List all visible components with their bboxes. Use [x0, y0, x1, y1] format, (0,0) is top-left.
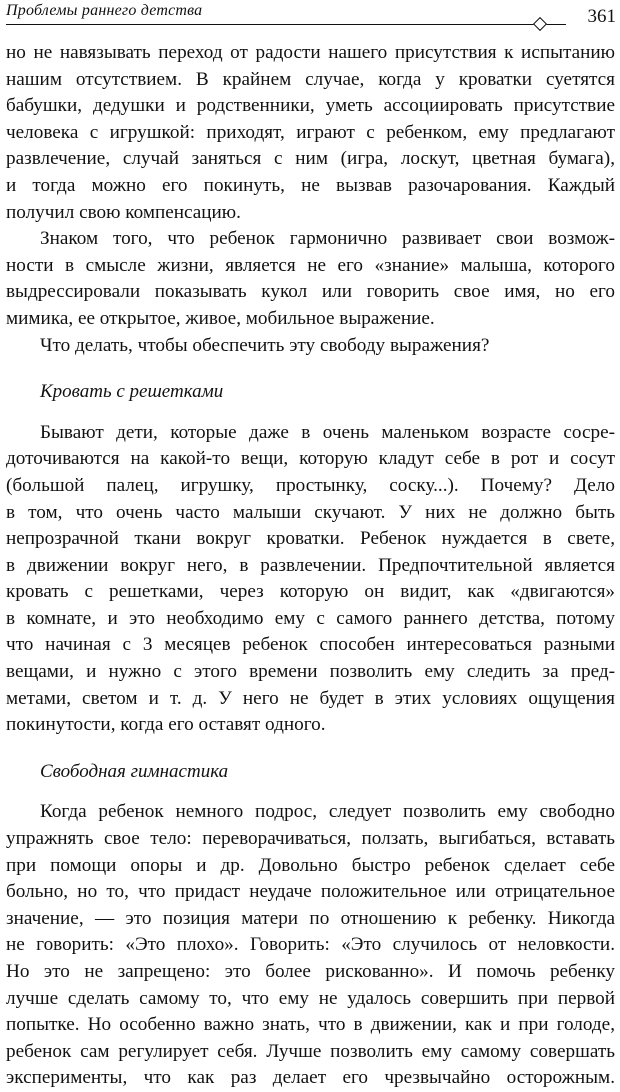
section-heading-gymnastics: Свободная гимнастика — [40, 760, 229, 782]
text-line: получил свою компенсацию. — [6, 201, 241, 223]
text-line: мимика, ее открытое, живое, мобильное выражение. — [6, 307, 435, 329]
text-line: что начиная с 3 месяцев ребенок способен интересоваться разными — [6, 634, 615, 656]
text-line: ребенок сам регулирует себя. Лучше позволить ему самому совершать — [6, 1040, 615, 1062]
header-diamond-ornament — [533, 17, 547, 31]
text-line: покинутости, когда его оставят одного. — [6, 714, 326, 736]
text-line: эксперименты, что как раз делает его чрезвычайно осторожным. — [6, 1067, 615, 1089]
text-line: в том, что очень часто малыши скучают. У них не должно быть — [6, 501, 615, 523]
running-title: Проблемы раннего детства — [6, 2, 203, 19]
text-line: метами, светом и т. д. У него не будет в этих условиях ощущения — [6, 687, 615, 709]
text-line: непрозрачной ткани вокруг кроватки. Ребенок нуждается в свете, — [6, 528, 615, 550]
text-line: при помощи опоры и др. Довольно быстро ребенок сделает себе — [6, 854, 615, 876]
text-line: кровать с решетками, через которую он видит, как «двигаются» — [6, 581, 615, 603]
text-line: вещами, и нужно с этого времени позволить ему следить за пред- — [6, 661, 615, 683]
text-line: Когда ребенок немного подрос, следует позволить ему свободно — [40, 801, 615, 823]
text-line: Что делать, чтобы обеспечить эту свободу выражения? — [40, 334, 490, 356]
text-line: не говорить: «Это плохо». Говорить: «Это случилось от неловкости. — [6, 934, 615, 956]
page-body — [6, 40, 615, 1092]
text-line: упражнять свое тело: переворачиваться, ползать, выгибаться, вставать — [6, 828, 615, 850]
text-line: больно, но то, что придаст неудаче положительное или отрицательное — [6, 881, 615, 903]
page-number: 361 — [587, 6, 616, 27]
section-2-paragraph — [6, 799, 615, 1092]
header-rule — [6, 24, 566, 25]
text-line: доточиваются на какой-то вещи, которую кладут себе в рот и сосут — [6, 448, 615, 470]
section-1-paragraph — [6, 420, 615, 739]
text-line: и тогда можно его покинуть, не вызвав разочарования. Каждый — [6, 174, 615, 196]
text-line: Бывают дети, которые даже в очень маленьком возрасте сосре- — [40, 421, 615, 443]
text-line: (большой палец, игрушку, простынку, соску...). Почему? Дело — [6, 474, 615, 496]
text-line: лучше сделать самому то, что ему не удалось совершить при первой — [6, 987, 615, 1009]
section-heading-crib: Кровать с решетками — [40, 381, 224, 403]
text-line: Но это не запрещено: это более рискованно». И помочь ребенку — [6, 961, 615, 982]
text-line: развлечение, случай заняться с ним (игра, лоскут, цветная бумага), — [6, 148, 615, 170]
text-line: выдрессировали показывать кукол или говорить свое имя, но его — [6, 281, 615, 303]
text-line: значение, — это позиция матери по отношению к ребенку. Никогда — [6, 907, 615, 929]
paragraph-2 — [6, 226, 615, 332]
paragraph-3 — [6, 333, 615, 360]
text-line: в движении вокруг него, в развлечении. Предпочтительной является — [6, 554, 615, 576]
text-line: нашим отсутствием. В крайнем случае, когда у кроватки суетятся — [6, 68, 615, 90]
text-line: попытке. Но особенно важно знать, что в движении, как и при голоде, — [6, 1014, 615, 1036]
paragraph-1 — [6, 40, 615, 226]
text-line: Знаком того, что ребенок гармонично развивает свои возмож- — [40, 228, 615, 250]
text-line: но не навязывать переход от радости нашего присутствия к испытанию — [6, 42, 615, 63]
text-line: человека с игрушкой: приходят, играют с ребенком, ему предлагают — [6, 121, 615, 143]
text-line: в комнате, и это необходимо ему с самого раннего детства, потому — [6, 607, 615, 629]
text-line: ности в смысле жизни, является не его «знание» малыша, которого — [6, 254, 615, 276]
page-header — [6, 2, 618, 36]
text-line: бабушки, дедушки и родственники, уметь ассоциировать присутствие — [6, 95, 615, 117]
